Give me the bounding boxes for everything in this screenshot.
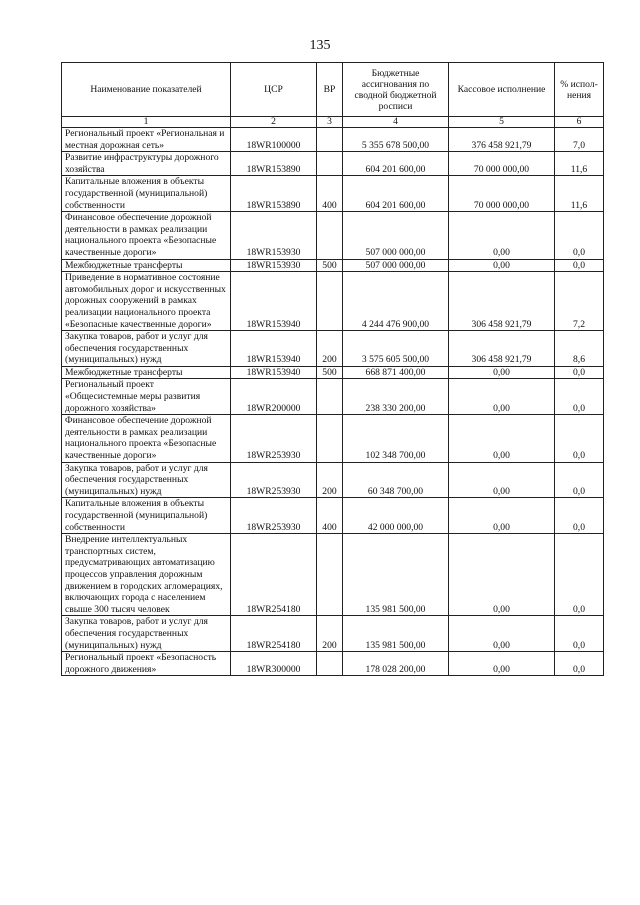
table-row <box>62 176 604 212</box>
cell-pct: 8,6 <box>555 331 604 367</box>
table-row <box>62 462 604 498</box>
table-row <box>62 379 604 415</box>
cell-name: Региональный проект «Безопасность дорожного движения» <box>62 652 231 676</box>
column-number: 3 <box>317 117 343 128</box>
cell-name: Региональный проект «Региональная и местная дорожная сеть» <box>62 128 231 152</box>
cell-csr: 18WR153890 <box>231 152 317 176</box>
cell-csr: 18WR200000 <box>231 379 317 415</box>
cell-pct: 0,0 <box>555 366 604 379</box>
cell-cash: 0,00 <box>449 259 555 272</box>
cell-budget: 604 201 600,00 <box>343 176 449 212</box>
cell-budget: 4 244 476 900,00 <box>343 272 449 331</box>
cell-pct: 11,6 <box>555 152 604 176</box>
header-csr: ЦСР <box>231 63 317 117</box>
cell-name: Закупка товаров, работ и услуг для обеспечения государственных (муниципальных) нужд <box>62 462 231 498</box>
cell-csr: 18WR153930 <box>231 212 317 259</box>
cell-budget: 178 028 200,00 <box>343 652 449 676</box>
header-vr: ВР <box>317 63 343 117</box>
page-number: 135 <box>309 38 331 53</box>
cell-csr: 18WR253930 <box>231 415 317 462</box>
budget-execution-table <box>61 62 604 676</box>
cell-pct: 0,0 <box>555 212 604 259</box>
cell-budget: 5 355 678 500,00 <box>343 128 449 152</box>
cell-cash: 306 458 921,79 <box>449 272 555 331</box>
table-row <box>62 415 604 462</box>
cell-csr: 18WR153890 <box>231 176 317 212</box>
cell-vr: 500 <box>317 259 343 272</box>
cell-budget: 3 575 605 500,00 <box>343 331 449 367</box>
cell-budget: 507 000 000,00 <box>343 212 449 259</box>
cell-cash: 70 000 000,00 <box>449 152 555 176</box>
table-row <box>62 259 604 272</box>
cell-pct: 0,0 <box>555 616 604 652</box>
cell-vr <box>317 272 343 331</box>
cell-budget: 668 871 400,00 <box>343 366 449 379</box>
cell-cash: 0,00 <box>449 498 555 534</box>
cell-budget: 604 201 600,00 <box>343 152 449 176</box>
cell-budget: 102 348 700,00 <box>343 415 449 462</box>
table-header-row <box>62 63 604 117</box>
cell-vr: 400 <box>317 498 343 534</box>
column-number-row <box>62 117 604 128</box>
cell-pct: 0,0 <box>555 462 604 498</box>
cell-name: Финансовое обеспечение дорожной деятельности в рамках реализации национального проекта «Безопасные качественные дороги» <box>62 415 231 462</box>
cell-pct: 0,0 <box>555 652 604 676</box>
cell-name: Капитальные вложения в объекты государственной (муниципальной) собственности <box>62 176 231 212</box>
cell-name: Региональный проект «Общесистемные меры развития дорожного хозяйства» <box>62 379 231 415</box>
column-number: 4 <box>343 117 449 128</box>
cell-vr: 200 <box>317 616 343 652</box>
cell-name: Межбюджетные трансферты <box>62 259 231 272</box>
cell-pct: 0,0 <box>555 534 604 616</box>
cell-pct: 0,0 <box>555 498 604 534</box>
cell-pct: 7,0 <box>555 128 604 152</box>
cell-cash: 0,00 <box>449 462 555 498</box>
table-row <box>62 616 604 652</box>
cell-name: Внедрение интеллектуальных транспортных систем, предусматривающих автоматизацию процессов управления дорожным движением в городских агломерациях, включающих города с населением свыше 300 тысяч человек <box>62 534 231 616</box>
column-number: 2 <box>231 117 317 128</box>
cell-vr: 200 <box>317 462 343 498</box>
cell-cash: 376 458 921,79 <box>449 128 555 152</box>
cell-name: Развитие инфраструктуры дорожного хозяйства <box>62 152 231 176</box>
cell-pct: 0,0 <box>555 379 604 415</box>
cell-cash: 0,00 <box>449 534 555 616</box>
cell-budget: 42 000 000,00 <box>343 498 449 534</box>
cell-budget: 238 330 200,00 <box>343 379 449 415</box>
cell-budget: 135 981 500,00 <box>343 616 449 652</box>
cell-name: Приведение в нормативное состояние автомобильных дорог и искусственных дорожных сооружений в рамках реализации национального проекта «Безопасные качественные дороги» <box>62 272 231 331</box>
cell-name: Капитальные вложения в объекты государственной (муниципальной) собственности <box>62 498 231 534</box>
cell-vr <box>317 534 343 616</box>
cell-name: Финансовое обеспечение дорожной деятельности в рамках реализации национального проекта «Безопасные качественные дороги» <box>62 212 231 259</box>
cell-vr <box>317 152 343 176</box>
cell-pct: 0,0 <box>555 259 604 272</box>
cell-csr: 18WR100000 <box>231 128 317 152</box>
cell-vr <box>317 128 343 152</box>
cell-vr <box>317 652 343 676</box>
cell-pct: 0,0 <box>555 415 604 462</box>
table-row <box>62 212 604 259</box>
cell-cash: 0,00 <box>449 212 555 259</box>
cell-pct: 11,6 <box>555 176 604 212</box>
cell-csr: 18WR153940 <box>231 331 317 367</box>
header-name: Наименование показателей <box>62 63 231 117</box>
cell-csr: 18WR153940 <box>231 366 317 379</box>
table-row <box>62 128 604 152</box>
cell-vr <box>317 212 343 259</box>
table-row <box>62 652 604 676</box>
table-row <box>62 534 604 616</box>
cell-vr <box>317 379 343 415</box>
cell-name: Межбюджетные трансферты <box>62 366 231 379</box>
cell-cash: 0,00 <box>449 415 555 462</box>
header-budget: Бюджетные ассигнования по сводной бюджетной росписи <box>343 63 449 117</box>
header-pct: % испол-нения <box>555 63 604 117</box>
cell-cash: 0,00 <box>449 616 555 652</box>
cell-cash: 0,00 <box>449 379 555 415</box>
cell-cash: 70 000 000,00 <box>449 176 555 212</box>
cell-budget: 135 981 500,00 <box>343 534 449 616</box>
table-row <box>62 272 604 331</box>
cell-csr: 18WR153930 <box>231 259 317 272</box>
cell-csr: 18WR253930 <box>231 498 317 534</box>
cell-csr: 18WR253930 <box>231 462 317 498</box>
column-number: 5 <box>449 117 555 128</box>
cell-cash: 0,00 <box>449 652 555 676</box>
table-row <box>62 152 604 176</box>
column-number: 6 <box>555 117 604 128</box>
table-row <box>62 331 604 367</box>
cell-name: Закупка товаров, работ и услуг для обеспечения государственных (муниципальных) нужд <box>62 331 231 367</box>
cell-csr: 18WR254180 <box>231 534 317 616</box>
cell-pct: 7,2 <box>555 272 604 331</box>
column-number: 1 <box>62 117 231 128</box>
cell-vr: 200 <box>317 331 343 367</box>
cell-csr: 18WR153940 <box>231 272 317 331</box>
table-row <box>62 498 604 534</box>
cell-name: Закупка товаров, работ и услуг для обеспечения государственных (муниципальных) нужд <box>62 616 231 652</box>
cell-vr: 400 <box>317 176 343 212</box>
cell-csr: 18WR300000 <box>231 652 317 676</box>
header-cash: Кассовое исполнение <box>449 63 555 117</box>
cell-csr: 18WR254180 <box>231 616 317 652</box>
cell-vr <box>317 415 343 462</box>
table-body <box>62 128 604 676</box>
table-row <box>62 366 604 379</box>
cell-cash: 0,00 <box>449 366 555 379</box>
cell-vr: 500 <box>317 366 343 379</box>
cell-budget: 60 348 700,00 <box>343 462 449 498</box>
cell-budget: 507 000 000,00 <box>343 259 449 272</box>
cell-cash: 306 458 921,79 <box>449 331 555 367</box>
